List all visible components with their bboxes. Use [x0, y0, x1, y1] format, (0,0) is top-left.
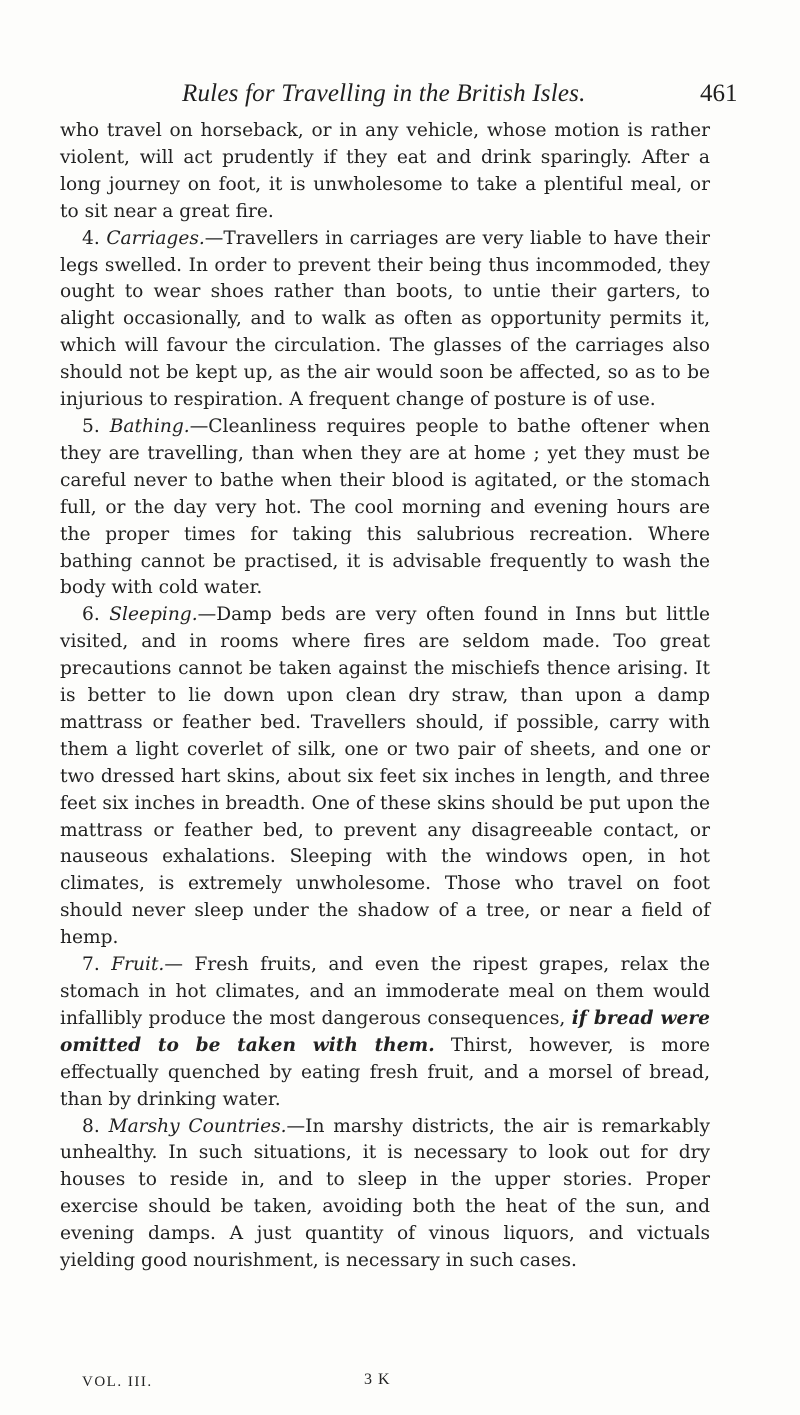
section-number: 5. — [82, 415, 100, 437]
running-head: Rules for Travelling in the British Isles. — [182, 80, 586, 107]
section-heading: Fruit. — [111, 954, 165, 976]
emphasized-text: if bread were omitted to be taken with them. — [60, 1007, 710, 1056]
signature-mark: 3 K — [364, 1371, 391, 1388]
section-number: 4. — [82, 227, 100, 249]
section-sleeping — [60, 602, 710, 952]
section-heading: Marshy Countries. — [108, 1115, 287, 1137]
section-heading: Carriages. — [106, 227, 205, 249]
volume-footer: VOL. III. — [82, 1374, 153, 1390]
section-marshy-countries — [60, 1114, 710, 1275]
section-fruit — [60, 952, 710, 1113]
page-number: 461 — [700, 80, 738, 107]
section-carriages — [60, 226, 710, 414]
section-heading: Bathing. — [109, 415, 190, 437]
section-number: 8. — [82, 1115, 100, 1137]
section-text: — Fresh fruits, and even the ripest grapes, relax the stomach in hot climates, and an immoderate meal on them would infallibly produce the most dangerous consequences, — [60, 954, 711, 1029]
section-heading: Sleeping. — [109, 604, 198, 626]
section-bathing — [60, 414, 710, 602]
intro-paragraph: who travel on horseback, or in any vehicle, whose motion is rather violent, will act prudently if they eat and drink sparingly. After a long journey on foot, it is unwholesome to take a plentiful meal, or to sit near a great fire. — [60, 120, 710, 222]
section-text: —Travellers in carriages are very liable to have their legs swelled. In order to prevent their being thus incommoded, they ought to wear shoes rather than boots, to untie their garters, to alight occasionally, and to walk as often as opportunity permits it, which will favour the circulation. The glasses of the carriages also should not be kept up, as the air would soon be affected, so as to be injurious to respiration. A frequent change of posture is of use. — [60, 227, 710, 411]
section-text: —Damp beds are very often found in Inns but little visited, and in rooms where fires are seldom made. Too great precautions cannot be taken against the mischiefs thence arising. It is better to lie down upon clean dry straw, than upon a damp mattrass or feather bed. Travellers should, if possible, carry with them a light coverlet of silk, one or two pair of sheets, and one or two dressed hart skins, about six feet six inches in length, and three feet six inches in breadth. One of these skins should be put upon the mattrass or feather bed, to prevent any disagreeable contact, or nauseous exhalations. Sleeping with the windows open, in hot climates, is extremely unwholesome. Those who travel on foot should never sleep under the shadow of a tree, or near a field of hemp. — [60, 604, 710, 949]
section-number: 6. — [82, 604, 100, 626]
section-text: —Cleanliness requires people to bathe oftener when they are travelling, than when they are at home ; yet they must be careful never to bathe when their blood is agitated, or the stomach full, or the day very hot. The cool morning and evening hours are the proper times for taking this salubrious recreation. Where bathing cannot be practised, it is advisable frequently to wash the body with cold water. — [60, 415, 711, 599]
section-text-continued: Thirst, however, is more effectually quenched by eating fresh fruit, and a morsel of bread, than by drinking water. — [60, 1034, 710, 1110]
section-number: 7. — [82, 954, 100, 976]
section-text: —In marshy districts, the air is remarkably unhealthy. In such situations, it is necessary to look out for dry houses to reside in, and to sleep in the upper stories. Proper exercise should be taken, avoiding both the heat of the sun, and evening damps. A just quantity of vinous liquors, and victuals yielding good nourishment, is necessary in such cases. — [60, 1115, 710, 1272]
body-text — [60, 118, 710, 1275]
